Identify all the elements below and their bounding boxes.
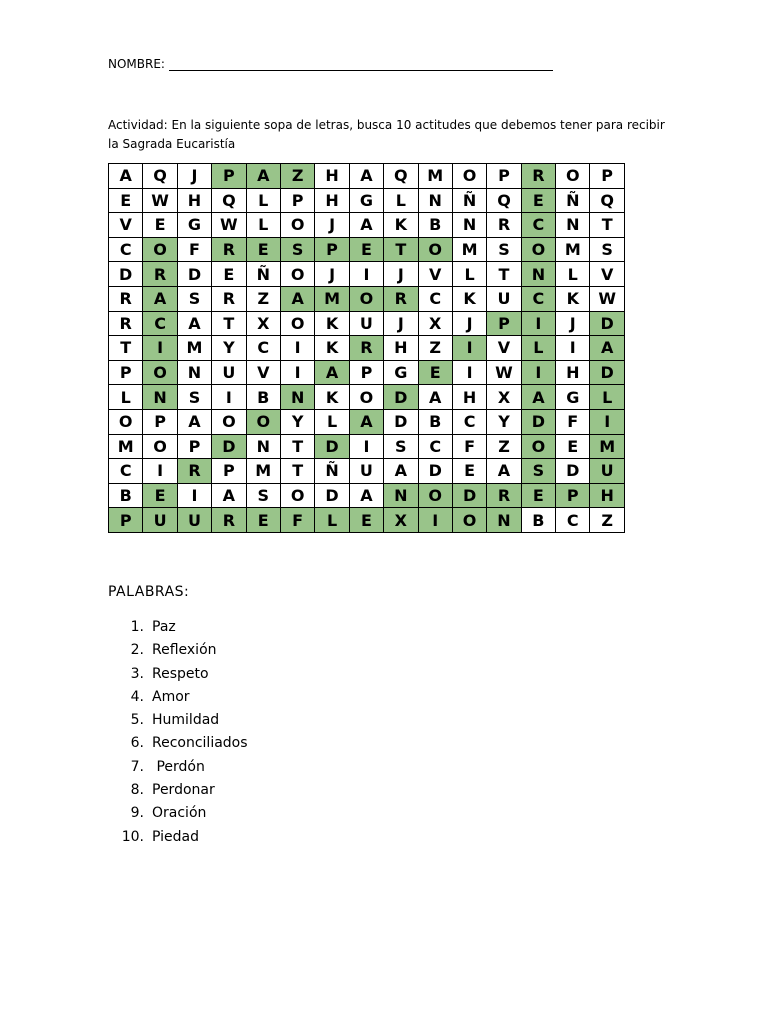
word-search-grid — [108, 163, 625, 533]
grid-cell[interactable]: Q — [384, 164, 418, 189]
grid-cell[interactable]: N — [384, 483, 418, 508]
word-number: 5. — [130, 712, 144, 729]
grid-cell[interactable]: U — [349, 459, 383, 484]
word-number: 9. — [130, 805, 144, 822]
grid-cell[interactable]: M — [418, 164, 452, 189]
name-label: NOMBRE: — [108, 57, 165, 71]
grid-cell[interactable]: B — [418, 409, 452, 434]
grid-cell[interactable]: H — [452, 385, 486, 410]
instructions: Actividad: En la siguiente sopa de letras, busca 10 actitudes que debemos tener para recibir la Sagrada Eucaristía — [108, 118, 665, 151]
grid-cell[interactable]: C — [246, 336, 280, 361]
grid-cell[interactable]: L — [246, 213, 280, 238]
grid-cell[interactable]: N — [521, 262, 555, 287]
word-list-item — [108, 780, 248, 803]
grid-cell[interactable]: K — [315, 385, 349, 410]
grid-cell[interactable]: E — [349, 508, 383, 533]
grid-cell[interactable]: H — [556, 360, 590, 385]
grid-cell[interactable]: H — [315, 164, 349, 189]
grid-cell[interactable]: B — [109, 483, 143, 508]
grid-cell[interactable]: K — [315, 311, 349, 336]
grid-cell[interactable]: R — [177, 459, 211, 484]
grid-cell[interactable]: N — [556, 213, 590, 238]
grid-cell[interactable]: O — [521, 237, 555, 262]
word-list-item — [108, 640, 248, 663]
grid-cell[interactable]: N — [487, 508, 521, 533]
grid-cell[interactable]: Z — [280, 164, 314, 189]
grid-cell[interactable]: O — [280, 483, 314, 508]
grid-cell[interactable]: U — [349, 311, 383, 336]
grid-cell[interactable]: N — [143, 385, 177, 410]
grid-cell[interactable]: E — [246, 508, 280, 533]
grid-cell[interactable]: G — [349, 188, 383, 213]
grid-cell[interactable]: L — [109, 385, 143, 410]
grid-cell[interactable]: E — [109, 188, 143, 213]
grid-cell[interactable]: M — [556, 237, 590, 262]
grid-cell[interactable]: I — [590, 409, 624, 434]
grid-cell[interactable]: H — [590, 483, 624, 508]
grid-cell[interactable]: D — [556, 459, 590, 484]
grid-cell[interactable]: L — [590, 385, 624, 410]
grid-cell[interactable]: A — [212, 483, 246, 508]
grid-cell[interactable]: A — [143, 286, 177, 311]
grid-cell[interactable]: P — [590, 164, 624, 189]
grid-cell[interactable]: S — [177, 286, 211, 311]
grid-cell[interactable]: R — [109, 311, 143, 336]
grid-cell[interactable]: D — [384, 409, 418, 434]
grid-cell[interactable]: V — [109, 213, 143, 238]
word-text: Perdonar — [152, 782, 215, 799]
grid-cell[interactable]: P — [212, 164, 246, 189]
grid-row — [109, 508, 625, 533]
grid-cell[interactable]: H — [384, 336, 418, 361]
grid-cell[interactable]: Y — [280, 409, 314, 434]
grid-cell[interactable]: V — [246, 360, 280, 385]
grid-row — [109, 311, 625, 336]
grid-cell[interactable]: P — [177, 434, 211, 459]
grid-cell[interactable]: S — [521, 459, 555, 484]
grid-cell[interactable]: S — [280, 237, 314, 262]
grid-cell[interactable]: B — [418, 213, 452, 238]
grid-cell[interactable]: I — [418, 508, 452, 533]
grid-cell[interactable]: D — [521, 409, 555, 434]
grid-cell[interactable]: Ñ — [452, 188, 486, 213]
grid-cell[interactable]: I — [452, 360, 486, 385]
grid-cell[interactable]: T — [384, 237, 418, 262]
grid-cell[interactable]: J — [315, 213, 349, 238]
grid-cell[interactable]: D — [315, 434, 349, 459]
grid-cell[interactable]: C — [452, 409, 486, 434]
grid-cell[interactable]: I — [143, 336, 177, 361]
grid-cell[interactable]: W — [487, 360, 521, 385]
grid-cell[interactable]: A — [109, 164, 143, 189]
grid-cell[interactable]: D — [452, 483, 486, 508]
grid-row — [109, 286, 625, 311]
grid-cell[interactable]: P — [109, 508, 143, 533]
grid-row — [109, 459, 625, 484]
grid-cell[interactable]: R — [143, 262, 177, 287]
grid-cell[interactable]: F — [280, 508, 314, 533]
grid-cell[interactable]: A — [177, 409, 211, 434]
grid-cell[interactable]: V — [418, 262, 452, 287]
grid-cell[interactable]: T — [280, 434, 314, 459]
grid-cell[interactable]: W — [212, 213, 246, 238]
grid-cell[interactable]: U — [143, 508, 177, 533]
grid-cell[interactable]: A — [177, 311, 211, 336]
grid-cell[interactable]: O — [452, 164, 486, 189]
grid-cell[interactable]: P — [487, 311, 521, 336]
grid-cell[interactable]: M — [590, 434, 624, 459]
grid-row — [109, 385, 625, 410]
grid-cell[interactable]: D — [590, 311, 624, 336]
grid-cell[interactable]: L — [384, 188, 418, 213]
grid-cell[interactable]: B — [246, 385, 280, 410]
grid-cell[interactable]: R — [109, 286, 143, 311]
word-text: Amor — [152, 688, 190, 705]
grid-cell[interactable]: R — [487, 483, 521, 508]
grid-cell[interactable]: D — [384, 385, 418, 410]
grid-cell[interactable]: L — [452, 262, 486, 287]
grid-cell[interactable]: J — [384, 262, 418, 287]
grid-cell[interactable]: K — [452, 286, 486, 311]
grid-cell[interactable]: A — [349, 164, 383, 189]
word-text: Reconciliados — [152, 735, 248, 752]
grid-row — [109, 336, 625, 361]
grid-cell[interactable]: J — [556, 311, 590, 336]
word-list-item — [108, 757, 248, 780]
grid-cell[interactable]: R — [349, 336, 383, 361]
grid-cell[interactable]: U — [212, 360, 246, 385]
grid-row — [109, 164, 625, 189]
grid-cell[interactable]: Q — [590, 188, 624, 213]
grid-cell[interactable]: X — [418, 311, 452, 336]
grid-cell[interactable]: P — [487, 164, 521, 189]
grid-row — [109, 360, 625, 385]
word-list-item — [108, 710, 248, 733]
word-list-item — [108, 803, 248, 826]
grid-cell[interactable]: C — [143, 311, 177, 336]
grid-cell[interactable]: E — [452, 459, 486, 484]
grid-cell[interactable]: I — [280, 360, 314, 385]
grid-cell[interactable]: H — [177, 188, 211, 213]
grid-cell[interactable]: D — [177, 262, 211, 287]
word-number: 3. — [130, 665, 144, 682]
grid-cell[interactable]: P — [349, 360, 383, 385]
word-text: Respeto — [152, 665, 209, 682]
grid-cell[interactable]: S — [246, 483, 280, 508]
grid-cell[interactable]: W — [590, 286, 624, 311]
grid-cell[interactable]: O — [556, 164, 590, 189]
grid-cell[interactable]: Ñ — [315, 459, 349, 484]
word-list — [108, 617, 248, 850]
grid-cell[interactable]: A — [590, 336, 624, 361]
grid-cell[interactable]: C — [556, 508, 590, 533]
word-number: 4. — [130, 688, 144, 705]
grid-cell[interactable]: P — [315, 237, 349, 262]
name-field — [108, 57, 553, 71]
grid-cell[interactable]: O — [212, 409, 246, 434]
grid-cell[interactable]: Q — [487, 188, 521, 213]
grid-cell[interactable]: E — [143, 213, 177, 238]
grid-cell[interactable]: A — [487, 459, 521, 484]
grid-cell[interactable]: D — [109, 262, 143, 287]
grid-cell[interactable]: O — [109, 409, 143, 434]
grid-cell[interactable]: A — [349, 409, 383, 434]
grid-cell[interactable]: C — [109, 237, 143, 262]
grid-cell[interactable]: U — [177, 508, 211, 533]
grid-cell[interactable]: I — [452, 336, 486, 361]
grid-cell[interactable]: O — [143, 434, 177, 459]
grid-cell[interactable]: J — [315, 262, 349, 287]
grid-cell[interactable]: T — [212, 311, 246, 336]
grid-cell[interactable]: W — [143, 188, 177, 213]
grid-cell[interactable]: S — [590, 237, 624, 262]
grid-cell[interactable]: R — [212, 286, 246, 311]
grid-cell[interactable]: E — [418, 360, 452, 385]
grid-cell[interactable]: Q — [143, 164, 177, 189]
word-number: 1. — [130, 619, 144, 635]
grid-cell[interactable]: J — [177, 164, 211, 189]
grid-cell[interactable]: I — [556, 336, 590, 361]
grid-cell[interactable]: I — [280, 336, 314, 361]
grid-cell[interactable]: Z — [590, 508, 624, 533]
grid-cell[interactable]: I — [521, 311, 555, 336]
word-text: Piedad — [152, 828, 199, 845]
grid-cell[interactable]: L — [521, 336, 555, 361]
grid-cell[interactable]: X — [487, 385, 521, 410]
grid-cell[interactable]: Z — [487, 434, 521, 459]
grid-cell[interactable]: Ñ — [556, 188, 590, 213]
grid-cell[interactable]: L — [315, 409, 349, 434]
grid-cell[interactable]: A — [280, 286, 314, 311]
grid-cell[interactable]: H — [315, 188, 349, 213]
grid-cell[interactable]: N — [246, 434, 280, 459]
grid-cell[interactable]: N — [280, 385, 314, 410]
grid-cell[interactable]: R — [487, 213, 521, 238]
grid-cell[interactable]: E — [212, 262, 246, 287]
grid-cell[interactable]: A — [349, 483, 383, 508]
grid-cell[interactable]: P — [556, 483, 590, 508]
grid-cell[interactable]: D — [418, 459, 452, 484]
word-text: Oración — [152, 805, 207, 822]
grid-cell[interactable]: O — [280, 262, 314, 287]
grid-cell[interactable]: M — [315, 286, 349, 311]
grid-cell[interactable]: I — [177, 483, 211, 508]
grid-cell[interactable]: R — [384, 286, 418, 311]
grid-cell[interactable]: T — [109, 336, 143, 361]
grid-row — [109, 434, 625, 459]
grid-cell[interactable]: N — [418, 188, 452, 213]
word-text: Perdón — [152, 758, 205, 775]
grid-cell[interactable]: I — [143, 459, 177, 484]
grid-cell[interactable]: J — [452, 311, 486, 336]
grid-row — [109, 188, 625, 213]
grid-cell[interactable]: F — [452, 434, 486, 459]
grid-cell[interactable]: L — [246, 188, 280, 213]
name-blank-line[interactable] — [169, 58, 553, 71]
grid-cell[interactable]: T — [280, 459, 314, 484]
grid-cell[interactable]: B — [521, 508, 555, 533]
grid-cell[interactable]: T — [590, 213, 624, 238]
grid-cell[interactable]: F — [177, 237, 211, 262]
grid-cell[interactable]: Y — [212, 336, 246, 361]
word-number: 7. — [130, 758, 144, 775]
word-list-item — [108, 733, 248, 756]
grid-cell[interactable]: E — [521, 188, 555, 213]
grid-cell[interactable]: E — [246, 237, 280, 262]
grid-cell[interactable]: A — [349, 213, 383, 238]
grid-cell[interactable]: D — [315, 483, 349, 508]
grid-cell[interactable]: Z — [246, 286, 280, 311]
grid-cell[interactable]: U — [487, 286, 521, 311]
grid-cell[interactable]: I — [349, 434, 383, 459]
grid-cell[interactable]: C — [521, 286, 555, 311]
grid-cell[interactable]: V — [590, 262, 624, 287]
grid-cell[interactable]: M — [177, 336, 211, 361]
grid-cell[interactable]: R — [212, 508, 246, 533]
grid-cell[interactable]: P — [143, 409, 177, 434]
grid-cell[interactable]: O — [452, 508, 486, 533]
grid-cell[interactable]: R — [521, 164, 555, 189]
grid-cell[interactable]: O — [143, 237, 177, 262]
grid-cell[interactable]: E — [143, 483, 177, 508]
grid-cell[interactable]: E — [556, 434, 590, 459]
grid-cell[interactable]: R — [212, 237, 246, 262]
words-heading: PALABRAS: — [108, 584, 190, 600]
grid-cell[interactable]: O — [349, 286, 383, 311]
grid-cell[interactable]: M — [109, 434, 143, 459]
grid-cell[interactable]: O — [280, 311, 314, 336]
grid-cell[interactable]: C — [418, 434, 452, 459]
grid-cell[interactable]: Ñ — [246, 262, 280, 287]
grid-cell[interactable]: O — [418, 483, 452, 508]
grid-cell[interactable]: A — [384, 459, 418, 484]
grid-row — [109, 213, 625, 238]
word-number: 6. — [130, 735, 144, 752]
word-list-item — [108, 664, 248, 687]
grid-cell[interactable]: I — [212, 385, 246, 410]
grid-row — [109, 237, 625, 262]
grid-cell[interactable]: S — [177, 385, 211, 410]
word-list-item — [108, 617, 248, 640]
grid-cell[interactable]: L — [315, 508, 349, 533]
grid-cell[interactable]: U — [590, 459, 624, 484]
grid-cell[interactable]: X — [246, 311, 280, 336]
grid-cell[interactable]: T — [487, 262, 521, 287]
grid-cell[interactable]: P — [212, 459, 246, 484]
grid-cell[interactable]: C — [109, 459, 143, 484]
grid-cell[interactable]: D — [212, 434, 246, 459]
grid-cell[interactable]: F — [556, 409, 590, 434]
grid-cell[interactable]: S — [487, 237, 521, 262]
word-text: Humildad — [152, 712, 220, 729]
word-list-item — [108, 827, 248, 850]
grid-cell[interactable]: N — [452, 213, 486, 238]
grid-cell[interactable]: A — [315, 360, 349, 385]
grid-cell[interactable]: I — [349, 262, 383, 287]
grid-row — [109, 483, 625, 508]
grid-cell[interactable]: G — [177, 213, 211, 238]
grid-cell[interactable]: K — [556, 286, 590, 311]
grid-cell[interactable]: K — [384, 213, 418, 238]
grid-cell[interactable]: E — [349, 237, 383, 262]
grid-cell[interactable]: M — [452, 237, 486, 262]
grid-cell[interactable]: A — [418, 385, 452, 410]
grid-cell[interactable]: O — [521, 434, 555, 459]
grid-cell[interactable]: Q — [212, 188, 246, 213]
grid-cell[interactable]: C — [521, 213, 555, 238]
word-number: 8. — [130, 782, 144, 799]
grid-cell[interactable]: P — [109, 360, 143, 385]
grid-row — [109, 409, 625, 434]
grid-cell[interactable]: O — [280, 213, 314, 238]
grid-cell[interactable]: A — [521, 385, 555, 410]
grid-cell[interactable]: J — [384, 311, 418, 336]
grid-cell[interactable]: A — [246, 164, 280, 189]
grid-cell[interactable]: O — [246, 409, 280, 434]
grid-cell[interactable]: N — [177, 360, 211, 385]
word-text: Paz — [152, 619, 176, 635]
word-text: Reflexión — [152, 642, 217, 659]
grid-cell[interactable]: V — [487, 336, 521, 361]
grid-cell[interactable]: C — [418, 286, 452, 311]
grid-cell[interactable]: I — [521, 360, 555, 385]
grid-cell[interactable]: O — [143, 360, 177, 385]
word-number: 2. — [130, 642, 144, 659]
grid-cell[interactable]: O — [418, 237, 452, 262]
grid-cell[interactable]: O — [349, 385, 383, 410]
grid-cell[interactable]: L — [556, 262, 590, 287]
grid-cell[interactable]: E — [521, 483, 555, 508]
grid-cell[interactable]: M — [246, 459, 280, 484]
word-number: 10. — [121, 828, 144, 845]
grid-cell[interactable]: Y — [487, 409, 521, 434]
grid-cell[interactable]: G — [556, 385, 590, 410]
grid-cell[interactable]: D — [590, 360, 624, 385]
grid-cell[interactable]: K — [315, 336, 349, 361]
grid-cell[interactable]: G — [384, 360, 418, 385]
grid-cell[interactable]: X — [384, 508, 418, 533]
word-list-item — [108, 687, 248, 710]
grid-cell[interactable]: P — [280, 188, 314, 213]
grid-cell[interactable]: S — [384, 434, 418, 459]
grid-row — [109, 262, 625, 287]
grid-cell[interactable]: Z — [418, 336, 452, 361]
